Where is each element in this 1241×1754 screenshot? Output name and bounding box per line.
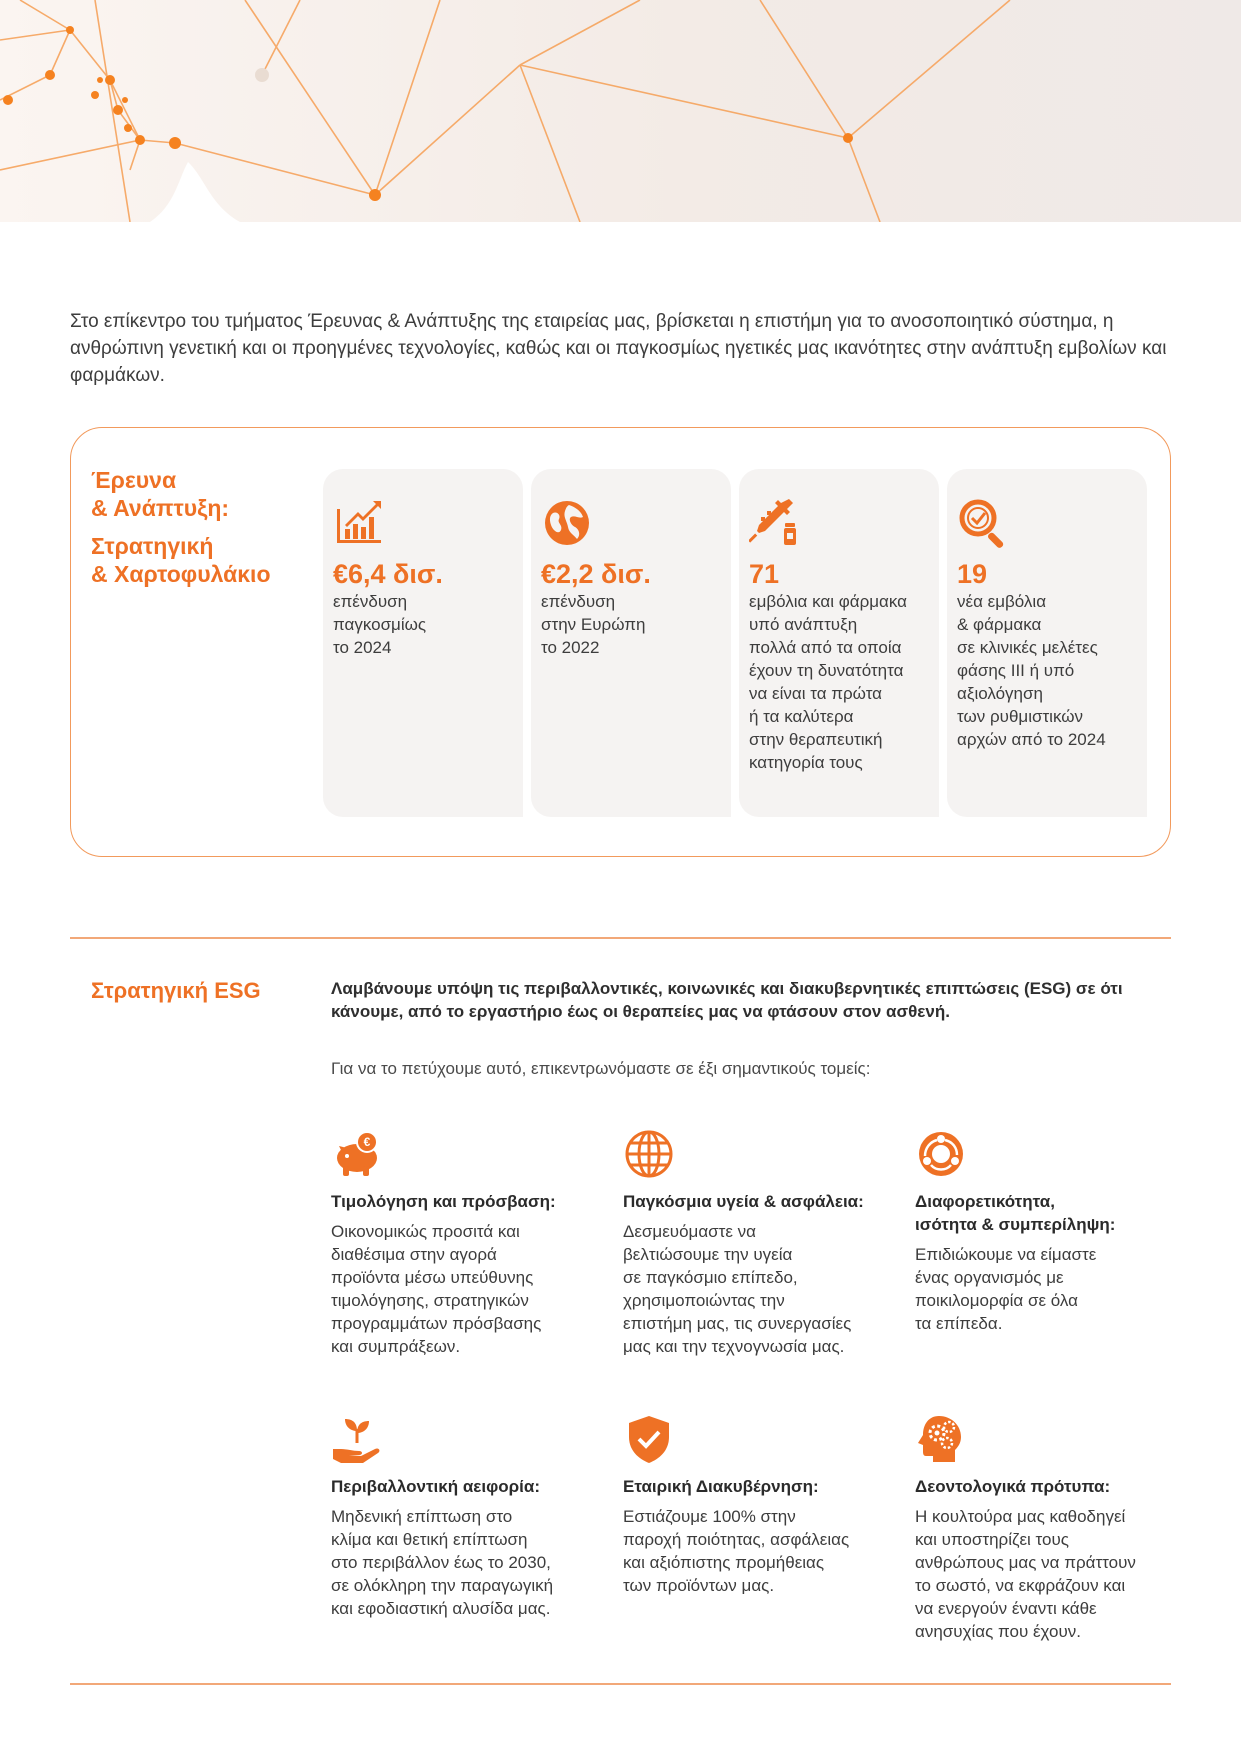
kpi-value: €6,4 δισ. bbox=[333, 559, 443, 589]
pillar-text: Δεσμευόμαστε να βελτιώσουμε την υγεία σε παγκόσμιο επίπεδο, χρησιμοποιώντας την επιστήμη μας, τις συνεργασίες μας και την τεχνογνωσία μας. bbox=[623, 1222, 852, 1356]
esg-pillar-global-health bbox=[623, 1128, 893, 1356]
world-grid-icon bbox=[623, 1128, 675, 1180]
kpi-value: 19 bbox=[957, 559, 988, 589]
diversity-circle-icon bbox=[915, 1128, 967, 1180]
shield-check-icon bbox=[623, 1413, 675, 1465]
pillar-title: Τιμολόγηση και πρόσβαση: bbox=[331, 1192, 556, 1211]
section-divider bbox=[70, 937, 1171, 939]
pillar-text: Εστιάζουμε 100% στην παροχή ποιότητας, ασφάλειας και αξιόπιστης προμήθειας των προϊόντων μας. bbox=[623, 1507, 850, 1595]
pillar-text: Μηδενική επίπτωση στο κλίμα και θετική επίπτωση στο περιβάλλον έως το 2030, σε ολόκληρη την παραγωγική και εφοδιαστική αλυσίδα μας. bbox=[331, 1507, 554, 1618]
esg-pillar-governance bbox=[623, 1413, 893, 1595]
rd-title-line: Έρευνα bbox=[91, 467, 177, 493]
pillar-title: Δεοντολογικά πρότυπα: bbox=[915, 1477, 1111, 1496]
growth-chart-icon bbox=[333, 497, 385, 549]
globe-icon bbox=[541, 497, 593, 549]
bottom-divider bbox=[70, 1683, 1171, 1685]
kpi-card-phase-three bbox=[947, 469, 1147, 817]
rd-panel bbox=[70, 427, 1171, 857]
kpi-card-pipeline bbox=[739, 469, 939, 817]
network-illustration bbox=[0, 0, 1241, 222]
intro-paragraph: Στο επίκεντρο του τμήματος Έρευνας & Ανάπτυξης της εταιρείας μας, βρίσκεται η επιστήμη για το ανοσοποιητικό σύστημα, η ανθρώπινη γενετική και οι προηγμένες τεχνολογίες, καθώς και οι παγκοσμίως ηγετικές μας ικανότητες στην ανάπτυξη εμβολίων και φαρμάκων. bbox=[70, 311, 1167, 386]
kpi-description: επένδυση παγκοσμίως το 2024 bbox=[333, 592, 427, 657]
esg-lead: Λαμβάνουμε υπόψη τις περιβαλλοντικές, κοινωνικές και διακυβερνητικές επιπτώσεις (ESG) σε ότι κάνουμε, από το εργαστήριο έως οι θεραπείες μας να φτάσουν στον ασθενή. bbox=[331, 979, 1123, 1021]
esg-pillar-environment bbox=[331, 1413, 601, 1618]
pillar-text: Οικονομικώς προσιτά και διαθέσιμα στην αγορά προϊόντα μέσω υπεύθυνης τιμολόγησης, στρατηγικών προγραμμάτων πρόσβασης και συμπράξεων. bbox=[331, 1222, 542, 1356]
pillar-title: Παγκόσμια υγεία & ασφάλεια: bbox=[623, 1192, 864, 1211]
pillar-text: Η κουλτούρα μας καθοδηγεί και υποστηρίζει τους ανθρώπους μας να πράττουν το σωστό, να εκφράζουν και να ενεργούν έναντι κάθε ανησυχίας που έχουν. bbox=[915, 1507, 1136, 1641]
esg-pillar-diversity bbox=[915, 1128, 1185, 1333]
rd-title bbox=[91, 466, 311, 588]
rd-title-line: Στρατηγική bbox=[91, 533, 214, 559]
esg-pillar-ethics bbox=[915, 1413, 1185, 1641]
pillar-title: Περιβαλλοντική αειφορία: bbox=[331, 1477, 540, 1496]
svg-text:€: € bbox=[363, 1135, 371, 1149]
hero-banner bbox=[0, 0, 1241, 222]
esg-subtitle: Για να το πετύχουμε αυτό, επικεντρωνόμαστε σε έξι σημαντικούς τομείς: bbox=[331, 1059, 871, 1078]
magnifier-check-icon bbox=[957, 497, 1009, 549]
kpi-description: εμβόλια και φάρμακα υπό ανάπτυξη πολλά από τα οποία έχουν τη δυνατότητα να είναι τα πρώτα ή τα καλύτερα στην θεραπευτική κατηγορία τους bbox=[749, 592, 907, 772]
kpi-value: 71 bbox=[749, 559, 780, 589]
pillar-title: Εταιρική Διακυβέρνηση: bbox=[623, 1477, 819, 1496]
head-gears-icon bbox=[915, 1413, 967, 1465]
kpi-value: €2,2 δισ. bbox=[541, 559, 651, 589]
vaccine-icon bbox=[749, 497, 801, 549]
plant-hand-icon bbox=[331, 1413, 383, 1465]
rd-title-line: & Ανάπτυξη: bbox=[91, 495, 230, 521]
esg-title: Στρατηγική ESG bbox=[91, 978, 261, 1003]
pillar-text: Επιδιώκουμε να είμαστε ένας οργανισμός με ποικιλομορφία σε όλα τα επίπεδα. bbox=[915, 1245, 1097, 1333]
kpi-card-global-investment bbox=[323, 469, 523, 817]
esg-pillar-pricing bbox=[331, 1128, 601, 1356]
kpi-description: νέα εμβόλια & φάρμακα σε κλινικές μελέτες φάσης ΙΙΙ ή υπό αξιολόγηση των ρυθμιστικών αρχών από το 2024 bbox=[957, 592, 1106, 749]
kpi-card-europe-investment bbox=[531, 469, 731, 817]
piggy-bank-icon bbox=[331, 1128, 383, 1180]
rd-title-line: & Χαρτοφυλάκιο bbox=[91, 561, 271, 587]
pillar-title: Διαφορετικότητα, ισότητα & συμπερίληψη: bbox=[915, 1192, 1116, 1234]
kpi-description: επένδυση στην Ευρώπη το 2022 bbox=[541, 592, 646, 657]
